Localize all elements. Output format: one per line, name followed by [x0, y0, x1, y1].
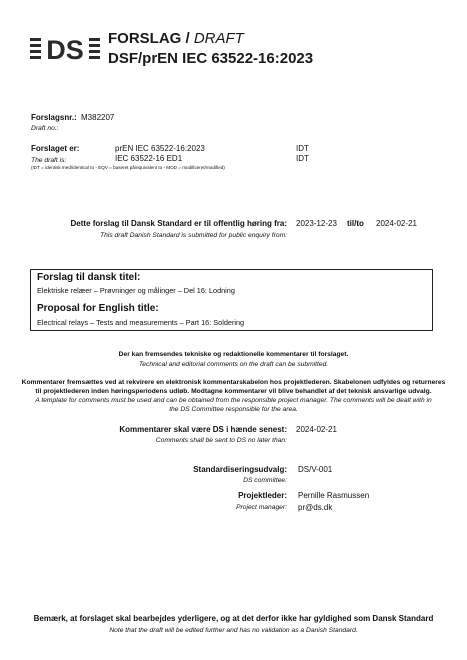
proposal-number-value: M382207	[81, 113, 115, 122]
logo-text: DS	[46, 36, 84, 60]
proposal-number-label-en: Draft no.:	[31, 125, 59, 132]
footer-note-en: Note that the draft will be edited further and has no validation as a Danish Standard.	[109, 627, 358, 634]
deadline-date: 2024-02-21	[296, 425, 337, 434]
manager-label-en: Project manager:	[236, 504, 287, 511]
comments-info-en: Technical and editorial comments on the draft can be submitted.	[138, 361, 329, 368]
deadline-label: Kommentarer skal være DS i hænde senest:	[119, 425, 287, 434]
ds-logo	[30, 36, 100, 60]
standard-code: DSF/prEN IEC 63522-16:2023	[108, 50, 314, 67]
basis-type-1: IDT	[296, 144, 309, 153]
committee-label-en: DS committee:	[243, 477, 287, 484]
enquiry-to-date: 2024-02-21	[376, 219, 417, 228]
basis-type-2: IDT	[296, 154, 309, 163]
basis-label: Forslaget er:	[31, 144, 80, 153]
footer-note-da: Bemærk, at forslaget skal bearbejdes yderligere, og at det derfor ikke har gyldighed som Dansk Standard	[33, 614, 434, 623]
danish-title: Elektriske relæer – Prøvninger og målinger – Del 16: Lodning	[37, 286, 235, 295]
enquiry-from-date: 2023-12-23	[296, 219, 337, 228]
status-en: DRAFT	[193, 30, 244, 47]
basis-value-2: IEC 63522-16 ED1	[115, 154, 183, 163]
comments-template-en-1: A template for comments must be used and can be obtained from the responsible project manager. The comments will be dealt with in	[35, 397, 432, 404]
deadline-label-en: Comments shall be sent to DS no later than:	[155, 437, 287, 444]
english-title: Electrical relays – Tests and measurements – Part 16: Soldering	[37, 318, 245, 327]
comments-info-da: Der kan fremsendes tekniske og redaktionelle kommentarer til forslaget.	[118, 351, 349, 358]
ds-logo-mark	[30, 36, 100, 60]
enquiry-label-en: This draft Danish Standard is submitted for public enquiry from:	[100, 232, 287, 239]
english-title-heading: Proposal for English title:	[37, 303, 159, 314]
enquiry-label: Dette forslag til Dansk Standard er til offentlig høring fra:	[70, 219, 287, 228]
comments-template-en-2: the DS Committee responsible for the area.	[169, 406, 298, 413]
basis-value-1: prEN IEC 63522-16:2023	[115, 144, 205, 153]
comments-template-da-1: Kommentarer fremsættes ved at rekvirere en elektronisk kommentarskabelon hos projektlederen. Skabelonen udfyldes og returneres	[21, 379, 446, 386]
manager-label: Projektleder:	[238, 491, 287, 500]
committee-value: DS/V-001	[298, 465, 333, 474]
basis-legend: (IDT = identisk med/identical to - EQV = baseret på/equivalent to - MOD = modificeret/modified)	[31, 165, 225, 170]
committee-label: Standardiseringsudvalg:	[193, 465, 287, 474]
title-box	[30, 269, 433, 331]
proposal-number-label: Forslagsnr.:	[31, 113, 77, 122]
manager-email[interactable]: pr@ds.dk	[298, 503, 333, 512]
status-da: FORSLAG /	[108, 30, 190, 47]
document-status	[108, 30, 244, 47]
comments-template-da-2: til projektlederen inden høringsperiodens udløb. Modtagne kommentarer vil blive behandlet af det teknisk ansvarlige udvalg.	[35, 388, 432, 395]
enquiry-to-label: til/to	[347, 219, 364, 228]
danish-title-heading: Forslag til dansk titel:	[37, 272, 141, 283]
manager-name: Pernille Rasmussen	[298, 491, 370, 500]
basis-label-en: The draft is:	[31, 157, 67, 164]
